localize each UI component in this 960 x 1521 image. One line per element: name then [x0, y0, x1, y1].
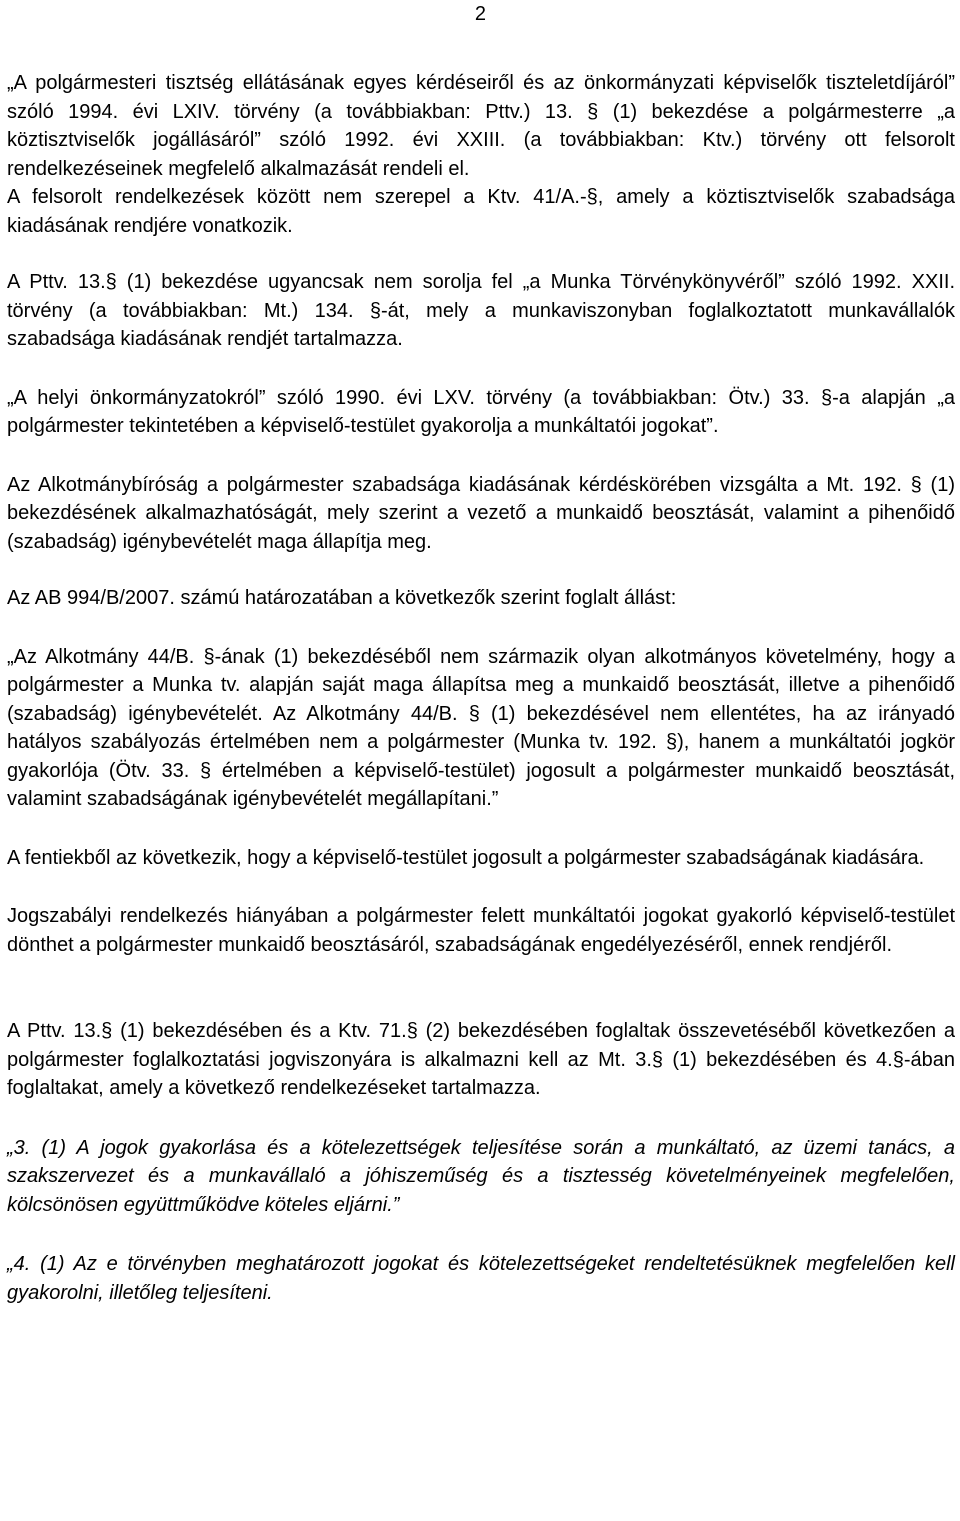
paragraph-ab-hatarozat-intro: Az AB 994/B/2007. számú határozatában a következők szerint foglalt állást:	[7, 587, 677, 609]
paragraph-alkotmanybirosag: Az Alkotmánybíróság a polgármester szabadsága kiadásának kérdéskörében vizsgálta a Mt. 192. § (1) bekezdésének alkalmazhatóságát, mely szerint a vezető a munkaidő beosztását, valamint a pihenőidő (szabadság) igénybevételét maga állapítja meg.	[7, 473, 955, 553]
paragraph-mt-134: A Pttv. 13.§ (1) bekezdése ugyancsak nem sorolja fel „a Munka Törvénykönyvéről” szóló 1992. XXII. törvény (a továbbiakban: Mt.) 134. §-át, mely a munkaviszonyban foglalkoztatott munkavállalók szabadsága kiadásának rendjét tartalmazza.	[7, 271, 955, 350]
page-number: 2	[474, 3, 486, 25]
quote-mt-4: „4. (1) Az e törvényben meghatározott jogokat és kötelezettségeket rendeltetésüknek megfelelően kell gyakorolni, illetőleg teljesíteni.	[7, 1253, 955, 1304]
paragraph-pttv-intro: „A polgármesteri tisztség ellátásának egyes kérdéseiről és az önkormányzati képviselők tiszteletdíjáról” szóló 1994. évi LXIV. törvény (a továbbiakban: Pttv.) 13. § (1) bekezdése a polgármesterre „a köztisztviselők jogállásáról” szóló 1992. évi XXIII. (a továbbiakban: Ktv.) törvény ott felsorolt rendelkezéseinek megfelelő alkalmazását rendeli el.	[7, 72, 955, 180]
paragraph-ab-quote: „Az Alkotmány 44/B. §-ának (1) bekezdéséből nem származik olyan alkotmányos követelmény, hogy a polgármester a Munka tv. alapján saját maga állapítsa meg a munkaidő beosztását, illetve a pihenőidő (szabadság) igénybevételét. Az Alkotmány 44/B. § (1) bekezdésével nem ellentétes, ha az irányadó hatályos szabályozás értelmében nem a polgármester (Munka tv. 192. §), hanem a munkáltatói jogkör gyakorlója (Ötv. 33. § értelmében a képviselő-testület) jogosult a polgármester munkaidő beosztását, valamint szabadságának igénybevételét megállapítani.”	[7, 645, 955, 810]
paragraph-conclusion: A fentiekből az következik, hogy a képviselő-testület jogosult a polgármester szabadságának kiadására.	[7, 846, 925, 869]
paragraph-ktv-41a: A felsorolt rendelkezések között nem szerepel a Ktv. 41/A.-§, amely a köztisztviselők szabadsága kiadásának rendjére vonatkozik.	[7, 186, 955, 237]
paragraph-otv-33: „A helyi önkormányzatokról” szóló 1990. évi LXV. törvény (a továbbiakban: Ötv.) 33. §-a alapján „a polgármester tekintetében a képviselő-testület gyakorolja a munkáltatói jogokat”.	[7, 386, 955, 437]
paragraph-pttv-ktv-osszevetes: A Pttv. 13.§ (1) bekezdésében és a Ktv. 71.§ (2) bekezdésében foglaltak összevetéséből következően a polgármester foglalkoztatási jogviszonyára is alkalmazni kell az Mt. 3.§ (1) bekezdésében és 4.§-ában foglaltakat, amely a következő rendelkezéseket tartalmazza.	[7, 1020, 955, 1099]
document-body	[7, 69, 955, 1307]
paragraph-jogszabalyi-hiany: Jogszabályi rendelkezés hiányában a polgármester felett munkáltatói jogokat gyakorló képviselő-testület dönthet a polgármester munkaidő beosztásáról, szabadságának engedélyezéséről, ennek rendjéről.	[7, 905, 955, 956]
quote-mt-3: „3. (1) A jogok gyakorlása és a kötelezettségek teljesítése során a munkáltató, az üzemi tanács, a szakszervezet és a munkavállaló a jóhiszeműség és a tisztesség követelményeinek megfelelően, kölcsönösen együttműködve köteles eljárni.”	[7, 1136, 955, 1216]
